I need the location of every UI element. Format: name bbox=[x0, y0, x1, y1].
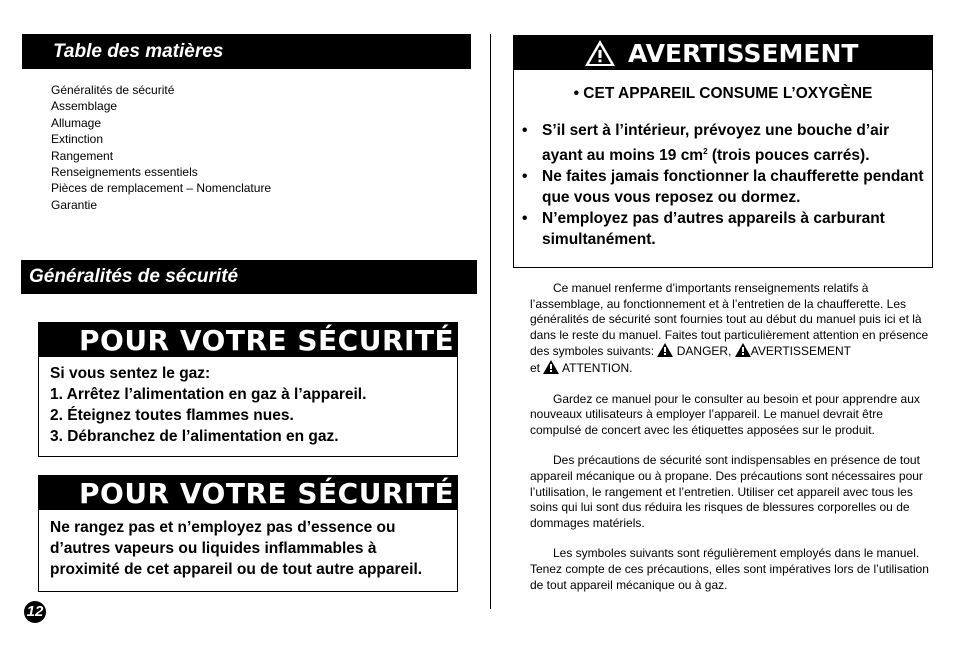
toc-item[interactable]: Garantie bbox=[51, 197, 98, 212]
warning-bullet: • N’employez pas d’autres appareils à carburant simultanément. bbox=[522, 208, 932, 250]
toc-list bbox=[51, 82, 451, 213]
toc-item[interactable]: Pièces de remplacement – Nomenclature bbox=[51, 181, 272, 196]
gas-intro: Si vous sentez le gaz: bbox=[50, 365, 211, 382]
safety-section-title: Généralités de sécurité bbox=[29, 266, 239, 287]
safety-box-storage bbox=[38, 475, 458, 592]
paragraph-text: Ce manuel renferme d’importants renseignements relatifs à l’assemblage, au fonctionnement et à l’entretien de la chaufferette. Les généralités de sécurité sont fournies tout au début du manuel puis ici et là dans le reste du manuel. Faites tout particulièrement attention en présence des symboles suivants: bbox=[530, 281, 929, 359]
safety-box-storage-body bbox=[39, 510, 457, 580]
paragraph: Les symboles suivants sont régulièrement employés dans le manuel. Tenez compte de ces précautions, elles sont impératives lors de l’utilisation de tout appareil mécanique ou à gaz. bbox=[530, 546, 929, 592]
warning-body bbox=[514, 83, 932, 250]
bullet1-tail: (trois pouces carrés). bbox=[707, 147, 870, 165]
toc-header bbox=[22, 34, 471, 69]
paragraph bbox=[530, 281, 932, 377]
toc-item[interactable]: Rangement bbox=[51, 148, 114, 163]
gas-step: 3. Débranchez de l’alimentation en gaz. bbox=[50, 428, 339, 445]
safety-box-gas-title: POUR VOTRE SÉCURITÉ bbox=[39, 323, 457, 357]
intro-text bbox=[530, 281, 932, 593]
toc-item[interactable]: Généralités de sécurité bbox=[51, 83, 175, 97]
warning-triangle-icon bbox=[735, 343, 751, 357]
toc-item[interactable]: Renseignements essentiels bbox=[51, 165, 198, 180]
attention-label: ATTENTION. bbox=[562, 360, 633, 375]
bullet1-text: S’il sert à l’intérieur, prévoyez une bouche d’air ayant au moins 19 cm bbox=[542, 122, 890, 165]
safety-box-storage-title: POUR VOTRE SÉCURITÉ bbox=[39, 476, 457, 510]
warning-triangle-icon bbox=[584, 39, 616, 67]
warning-box bbox=[513, 35, 933, 268]
toc-title: Table des matières bbox=[53, 41, 224, 62]
paragraph-text: et bbox=[530, 360, 544, 375]
toc-item[interactable]: Allumage bbox=[51, 115, 102, 130]
warning-headline: • CET APPAREIL CONSUME L’OXYGÈNE bbox=[573, 85, 873, 102]
storage-text: Ne rangez pas et n’employez pas d’essence ou d’autres vapeurs ou liquides inflammables à proximité de cet appareil ou de tout autre appareil. bbox=[50, 519, 423, 578]
paragraph: Des précautions de sécurité sont indispensables en présence de tout appareil mécanique ou à propane. Des précautions sont nécessaires pour l’utilisation, le rangement et l’entretien. Utiliser cet appareil avec tous les soins qui lui sont dus réduira les risques de blessures corporelles ou de dommages matériels. bbox=[530, 453, 923, 530]
warning-label: AVERTISSEMENT bbox=[750, 344, 852, 359]
warning-list bbox=[514, 120, 932, 250]
bullet1-sup: 2 bbox=[703, 147, 708, 156]
paragraph: Gardez ce manuel pour le consulter au besoin et pour apprendre aux nouveaux utilisateurs à employer l’appareil. Le manuel devrait être compulsé de concert avec les étiquettes apposées sur le produit. bbox=[530, 391, 920, 437]
toc-item[interactable]: Assemblage bbox=[51, 99, 118, 114]
column-divider bbox=[490, 34, 491, 609]
danger-triangle-icon bbox=[657, 343, 673, 357]
safety-box-gas bbox=[38, 322, 458, 457]
safety-section-header bbox=[21, 260, 477, 294]
danger-label: DANGER, bbox=[676, 344, 732, 359]
gas-step: 1. Arrêtez l’alimentation en gaz à l’appareil. bbox=[50, 386, 367, 403]
warning-title: AVERTISSEMENT bbox=[628, 39, 859, 68]
gas-step: 2. Éteignez toutes flammes nues. bbox=[50, 407, 294, 424]
safety-box-gas-body bbox=[39, 357, 457, 447]
warning-bullet: • Ne faites jamais fonctionner la chaufferette pendant que vous vous reposez ou dormez. bbox=[522, 166, 932, 208]
toc-item[interactable]: Extinction bbox=[51, 132, 104, 147]
attention-triangle-icon bbox=[543, 360, 559, 374]
warning-bullet bbox=[522, 120, 932, 166]
page-number: 12 bbox=[24, 601, 46, 623]
warning-title-bar bbox=[514, 36, 932, 70]
